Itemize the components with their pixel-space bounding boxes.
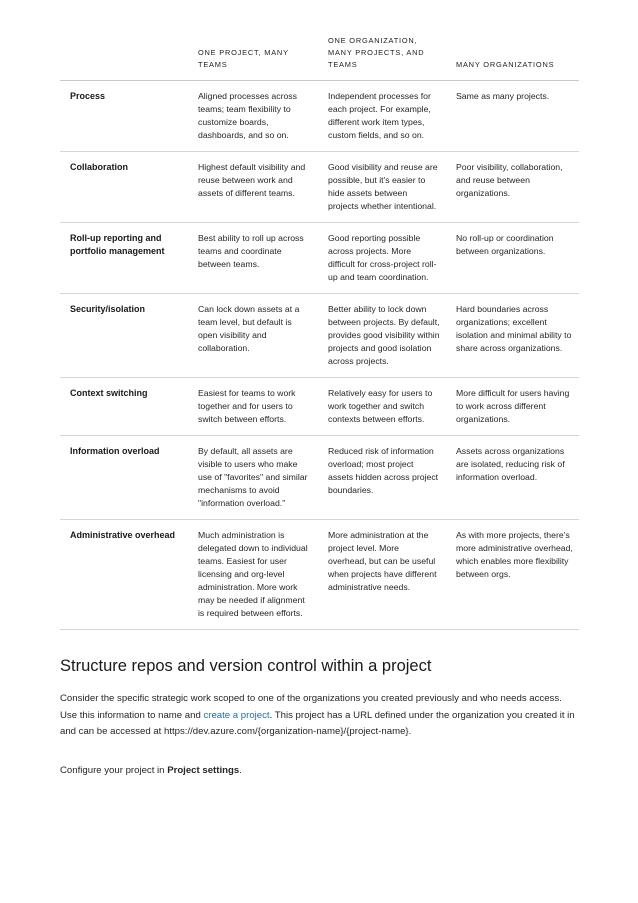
table-cell: Reduced risk of information overload; most project assets hidden across project boundaries.: [318, 435, 446, 519]
table-cell: Poor visibility, collaboration, and reuse between organizations.: [446, 151, 579, 222]
table-row: [60, 293, 579, 377]
table-cell: Good reporting possible across projects. More difficult for cross-project roll-up and team coordination.: [318, 222, 446, 293]
table-cell: Highest default visibility and reuse between work and assets of different teams.: [188, 151, 318, 222]
column-header-one-organization: ONE ORGANIZATION, MANY PROJECTS, AND TEAMS: [318, 30, 446, 80]
table-cell: More difficult for users having to work across different organizations.: [446, 377, 579, 435]
column-header-many-organizations: MANY ORGANIZATIONS: [446, 30, 579, 80]
table-cell: As with more projects, there's more administrative overhead, which enables more flexibility between orgs.: [446, 519, 579, 629]
table-cell: Can lock down assets at a team level, but default is open visibility and collaboration.: [188, 293, 318, 377]
table-cell: Relatively easy for users to work together and switch contexts between efforts.: [318, 377, 446, 435]
table-cell: Easiest for teams to work together and for users to switch between efforts.: [188, 377, 318, 435]
row-label: Collaboration: [60, 151, 188, 222]
table-cell: Best ability to roll up across teams and coordinate between teams.: [188, 222, 318, 293]
create-project-link[interactable]: create a project: [203, 709, 270, 721]
paragraph-text: Configure your project in: [60, 765, 168, 776]
table-header-row: [60, 30, 579, 80]
table-row: [60, 151, 579, 222]
table-cell: Aligned processes across teams; team flexibility to customize boards, dashboards, and so on.: [188, 80, 318, 151]
section-paragraph: [60, 691, 580, 741]
table-cell: More administration at the project level. More overhead, but can be useful when projects have different administrative needs.: [318, 519, 446, 629]
table-cell: Same as many projects.: [446, 80, 579, 151]
table-cell: Independent processes for each project. For example, different work item types, custom fields, and so on.: [318, 80, 446, 151]
row-label: Roll-up reporting and portfolio management: [60, 222, 188, 293]
column-header-empty: [60, 30, 188, 80]
paragraph-text: Consider the specific strategic work scoped to one of the organizations you created previously and who needs access. Use this information to name and: [60, 693, 562, 721]
table-cell: By default, all assets are visible to users who make use of "favorites" and similar mechanisms to avoid "information overload.": [188, 435, 318, 519]
table-row: [60, 80, 579, 151]
table-cell: Assets across organizations are isolated, reducing risk of information overload.: [446, 435, 579, 519]
table-cell: Good visibility and reuse are possible, but it's easier to hide assets between projects whether intentional.: [318, 151, 446, 222]
paragraph-text: . This project has a URL defined under the organization you created it in and can be accessed at https://dev.azure.com/{organization-name}/{project-name}.: [60, 709, 575, 737]
column-header-one-project: ONE PROJECT, MANY TEAMS: [188, 30, 318, 80]
table-cell: Much administration is delegated down to individual teams. Easiest for user licensing and org-level administration. More work may be needed if alignment is required between efforts.: [188, 519, 318, 629]
row-label: Information overload: [60, 435, 188, 519]
row-label: Context switching: [60, 377, 188, 435]
table-cell: Hard boundaries across organizations; excellent isolation and minimal ability to share across organizations.: [446, 293, 579, 377]
table-cell: Better ability to lock down between projects. By default, provides good visibility within projects and good isolation across projects.: [318, 293, 446, 377]
project-settings-label: Project settings: [167, 765, 240, 776]
table-cell: No roll-up or coordination between organizations.: [446, 222, 579, 293]
row-label: Administrative overhead: [60, 519, 188, 629]
comparison-table: [60, 30, 579, 630]
configure-paragraph: [60, 763, 580, 779]
paragraph-text: .: [239, 765, 242, 776]
table-row: [60, 519, 579, 629]
table-row: [60, 222, 579, 293]
row-label: Security/isolation: [60, 293, 188, 377]
table-row: [60, 377, 579, 435]
section-heading: Structure repos and version control within a project: [60, 657, 432, 675]
table-row: [60, 435, 579, 519]
row-label: Process: [60, 80, 188, 151]
